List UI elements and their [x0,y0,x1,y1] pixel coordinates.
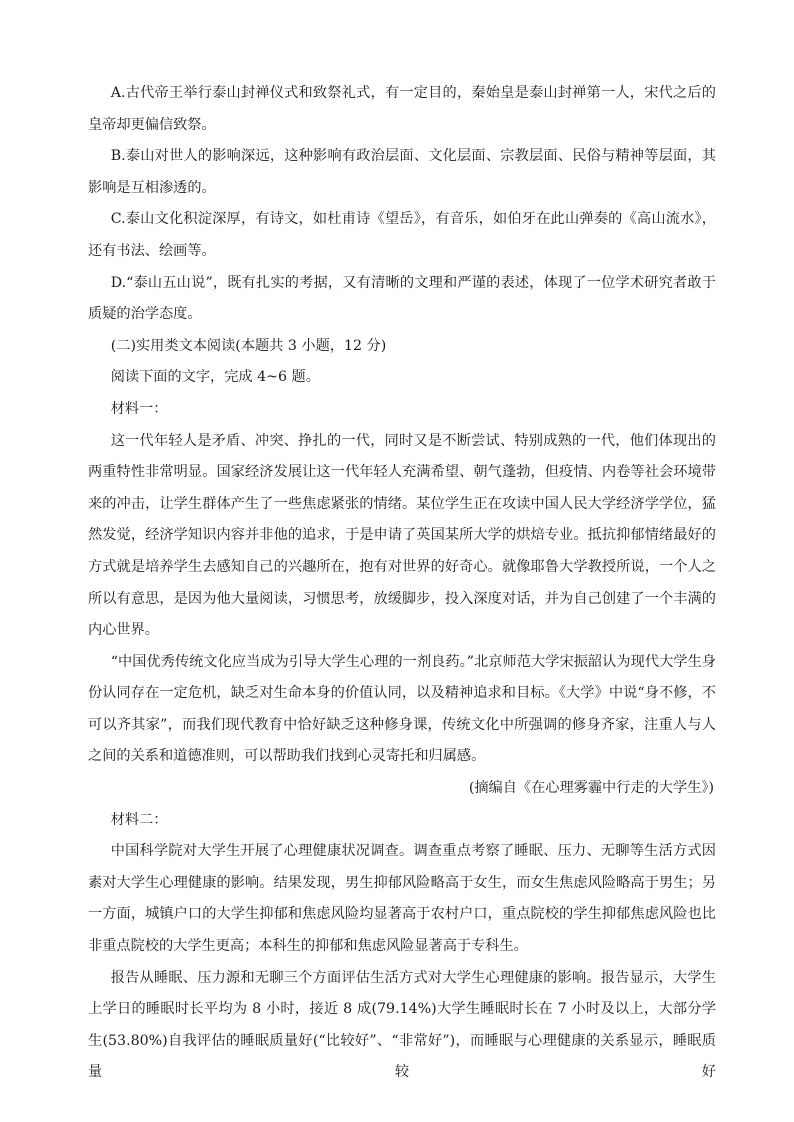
section-instruction: 阅读下面的文字，完成 4~6 题。 [110,369,320,386]
material1-source: (摘编自《在心理雾霾中行走的大学生》) [468,780,714,797]
section-heading: (二)实用类文本阅读(本题共 3 小题，12 分) [110,337,387,354]
material1-label: 材料一： [110,400,168,417]
option-b: B.泰山对世人的影响深远，这种影响有政治层面、文化层面、宗教层面、民俗与精神等层面，其影响是互相渗透的。 [88,148,716,196]
material1-paragraph: 这一代年轻人是矛盾、冲突、挣扎的一代，同时又是不断尝试、特别成熟的一代，他们体现出的两重特性非常明显。国家经济发展让这一代年轻人充满希望、朝气蓬勃，但疫情、内卷等社会环境带来的冲击，让学生群体产生了一些焦虑紧张的情绪。某位学生正在攻读中国人民大学经济学学位，猛然发觉，经济学知识内容并非他的追求，于是申请了英国某所大学的烘焙专业。抵抗抑郁情绪最好的方式就是培养学生去感知自己的兴趣所在，抱有对世界的好奇心。就像耶鲁大学教授所说，一个人之所以有意思，是因为他大量阅读，习惯思考，放缓脚步，投入深度对话，并为自己创建了一个丰满的内心世界。 [88,432,716,639]
option-c: C.泰山文化积淀深厚，有诗文，如杜甫诗《望岳》，有音乐，如伯牙在此山弹奏的《高山流水》，还有书法、绘画等。 [88,211,716,259]
material2-paragraph: 中国科学院对大学生开展了心理健康状况调查。调查重点考察了睡眠、压力、无聊等生活方式因素对大学生心理健康的影响。结果发现，男生抑郁风险略高于女生，而女生焦虑风险略高于男生；另一方面，城镇户口的大学生抑郁和焦虑风险均显著高于农村户口，重点院校的学生抑郁焦虑风险也比非重点院校的大学生更高；本科生的抑郁和焦虑风险显著高于专科生。 [88,843,716,955]
material2-paragraph: 报告从睡眠、压力源和无聊三个方面评估生活方式对大学生心理健康的影响。报告显示，大学生上学日的睡眠时长平均为 8 小时，接近 8 成(79.14%)大学生睡眠时长在 7 小时及以上，大部分学生(53.80%)自我评估的睡眠质量好(“比较好”、“非常好”)，而睡眠与心理健康的关系显示，睡眠质量较好 [88,969,716,1081]
option-a: A.古代帝王举行泰山封禅仪式和致祭礼式，有一定目的，秦始皇是泰山封禅第一人，宋代之后的皇帝却更偏信致祭。 [88,85,716,133]
material2-label: 材料二： [110,811,168,828]
material1-paragraph: “中国优秀传统文化应当成为引导大学生心理的一剂良药。”北京师范大学宋振韶认为现代大学生身份认同存在一定危机，缺乏对生命本身的价值认同，以及精神追求和目标。《大学》中说“身不修，不可以齐其家”，而我们现代教育中恰好缺乏这种修身课，传统文化中所强调的修身齐家，注重人与人之间的关系和道德准则，可以帮助我们找到心灵寄托和归属感。 [88,653,716,765]
option-d: D.“泰山五山说”，既有扎实的考据，又有清晰的文理和严谨的表述，体现了一位学术研究者敢于质疑的治学态度。 [88,274,716,323]
